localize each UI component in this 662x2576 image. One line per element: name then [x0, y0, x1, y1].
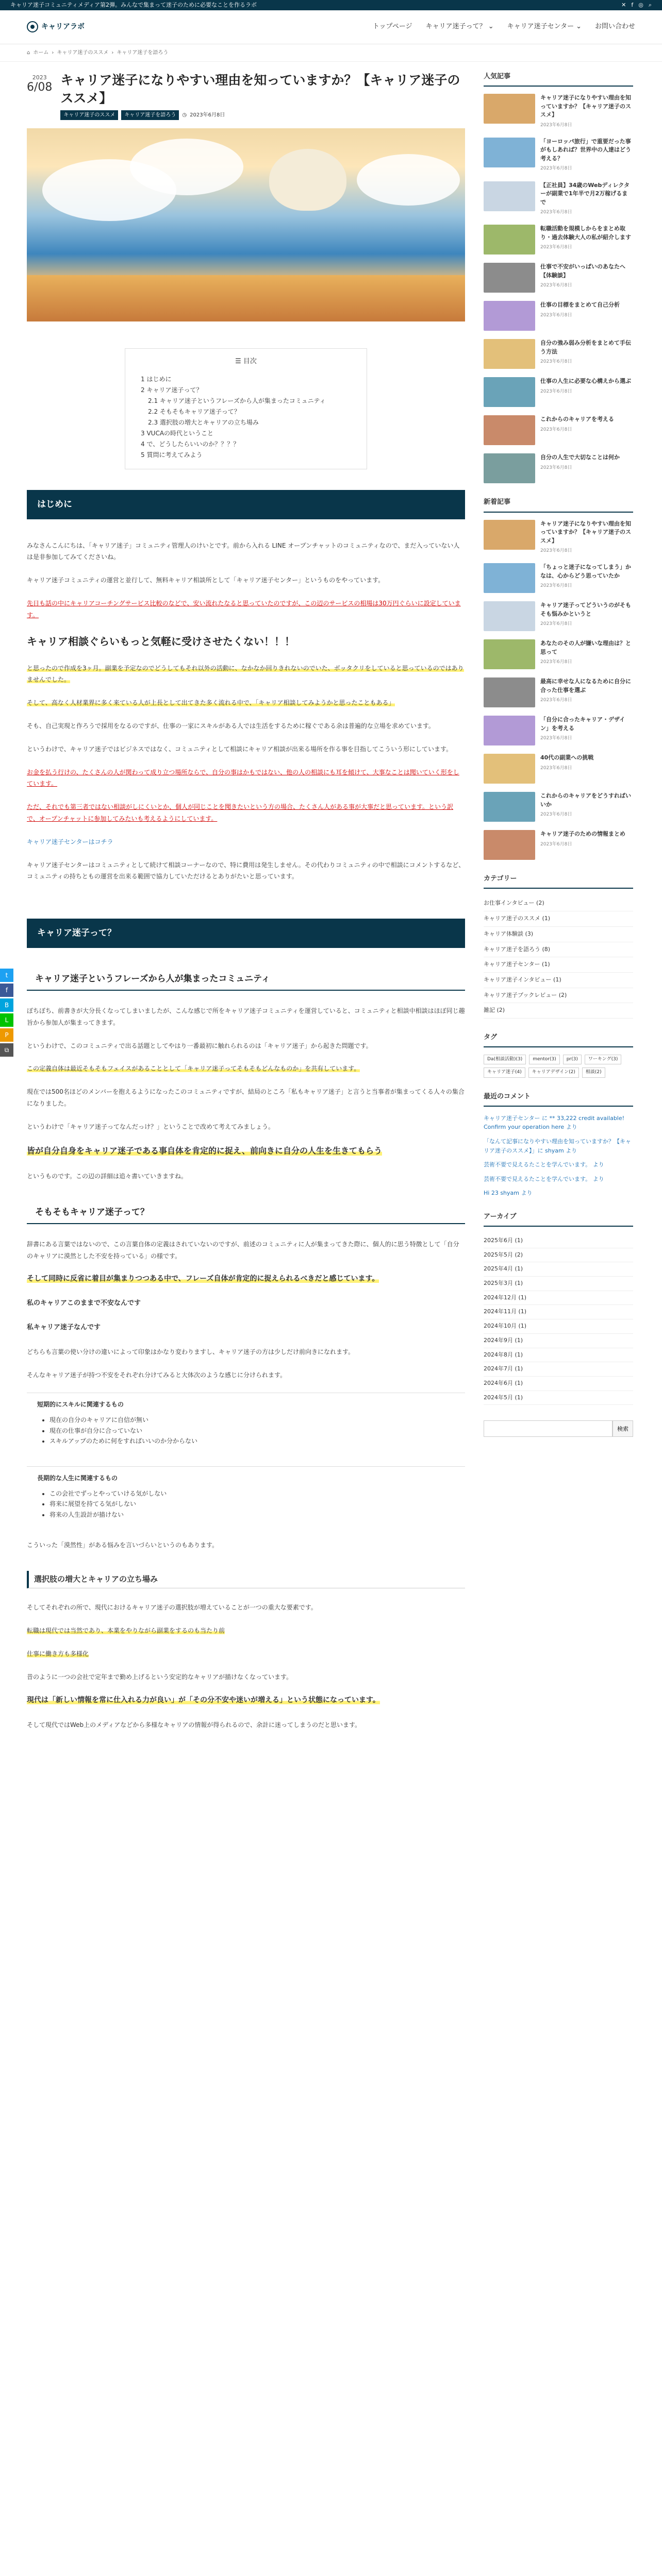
logo-mark-icon: [27, 21, 38, 32]
post-meta: 2023年6月8日: [540, 283, 572, 289]
search-button[interactable]: 検索: [613, 1420, 633, 1437]
toc-item[interactable]: 1 はじめに: [141, 375, 172, 383]
nav-about[interactable]: [426, 21, 494, 32]
post-thumbnail[interactable]: [484, 263, 535, 293]
main-nav: [373, 21, 635, 32]
bold-statement: 皆が自分自身をキャリア迷子である事自体を肯定的に捉え、前向きに自分の人生を生きてもらう: [27, 1145, 382, 1156]
post-thumbnail[interactable]: [484, 339, 535, 369]
post-thumbnail[interactable]: [484, 415, 535, 445]
post-thumbnail[interactable]: [484, 677, 535, 707]
logo-text: キャリアラボ: [41, 22, 85, 31]
sidebar-post[interactable]: [484, 225, 633, 255]
post-thumbnail[interactable]: [484, 639, 535, 669]
post-title[interactable]: 仕事の目標をまとめて自己分析: [540, 301, 620, 309]
post-title[interactable]: 自分の強み弱み分析をまとめて手伝う方法: [540, 340, 631, 355]
tag-item[interactable]: Da(相談活動)(3): [484, 1055, 526, 1064]
sidebar-post[interactable]: [484, 563, 633, 593]
post-thumbnail[interactable]: [484, 792, 535, 822]
post-meta: 2023年6月8日: [540, 388, 572, 394]
post-meta: 2023年6月8日: [540, 736, 572, 741]
paragraph: キャリア迷子センターはコミュニティとして続けて相談コーナーなので、特に費用は発生しません。その代わりコミュニティの中で相談にコメントするなど、コミュニティの持ちともの運営を出来る範囲で協力していただけるとありがたいと思っています。: [27, 861, 465, 880]
comment-link[interactable]: 芸術不要で見えるたことを学んでいます。 より: [484, 1161, 604, 1168]
post-meta: 2023年6月8日: [540, 841, 572, 847]
post-meta: 2023年6月8日: [540, 548, 572, 554]
section-heading: キャリア迷子って？: [27, 919, 465, 948]
section-heading: はじめに: [27, 490, 465, 519]
comment-item: [484, 1137, 633, 1155]
category-item[interactable]: 雑記 (2): [484, 1003, 633, 1019]
post-thumbnail[interactable]: [484, 94, 535, 124]
paragraph: そしてそれぞれの所で、現代におけるキャリア迷子の選択肢が増えていることが一つの重大な要素です。: [27, 1604, 317, 1612]
archive-item[interactable]: 2025年4月 (1): [484, 1262, 633, 1277]
nav-about-label: キャリア迷子って？: [425, 23, 486, 31]
paragraph: 現在では500名ほどのメンバーを抱えるようになったこのコミュニティですが、結局のところ「私もキャリア迷子」と言うと当事者が集まってくる人々の集合になりました。: [27, 1088, 465, 1107]
list-item: • スキルアップのために何をすればいいのか分からない: [49, 1436, 455, 1446]
comment-item: [484, 1189, 633, 1198]
post-thumbnail[interactable]: [484, 754, 535, 784]
site-header: [0, 10, 662, 44]
comment-item: [484, 1160, 633, 1170]
toc-title: 目次: [243, 358, 257, 365]
toc-item[interactable]: 2.1 キャリア迷子というフレーズから人が集まったコミュニティ: [148, 397, 326, 404]
chevron-down-icon: ⌄: [488, 23, 494, 31]
post-text: [540, 563, 633, 593]
category-item[interactable]: キャリア迷子センター (1): [484, 957, 633, 973]
post-title[interactable]: 「ヨーロッパ旅行」で重要だった事がもしあれば？世界中の人達はどう考える？: [540, 138, 631, 162]
list-box: [27, 1466, 465, 1527]
nav-center-label: キャリア迷子センター: [507, 23, 574, 31]
post-meta: 2023年6月8日: [540, 765, 572, 771]
post-thumbnail[interactable]: [484, 138, 535, 167]
sidebar-post[interactable]: [484, 716, 633, 745]
paragraph: ぼちぼち、前書きが大分長くなってしまいましたが、こんな感じで所をキャリア迷子コミュニティを運営していると、コミュニティと相談中相談はほぼ同じ趣旨から参加人が集まってきます。: [27, 1007, 465, 1026]
post-title[interactable]: 最高に幸せな人になるために自分に合った仕事を選ぶ: [540, 678, 631, 693]
post-text: [540, 754, 593, 784]
post-meta: 2023年6月8日: [540, 122, 572, 128]
paragraph: そんなキャリア迷子が持つ不安をそれぞれ分けてみると大体次のような感じに分けられます。: [27, 1371, 287, 1379]
archive-item[interactable]: 2024年6月 (1): [484, 1377, 633, 1391]
archive-item[interactable]: 2024年7月 (1): [484, 1362, 633, 1377]
site-logo[interactable]: [27, 21, 85, 33]
highlight-text: ただ、それでも第三者ではない相談がしにくいとか、個人が同じことを聞きたいという方の場合、たくさん人がある事が大事だと思っています。という訳で、オープンチャットに参加してみたいも考えるようにしています。: [27, 803, 454, 822]
sidebar-post[interactable]: [484, 263, 633, 293]
line-share-icon[interactable]: L: [0, 1013, 13, 1027]
post-text: [540, 138, 633, 173]
tag-item[interactable]: 相談(2): [582, 1067, 605, 1077]
paragraph: 昔のように一つの会社で定年まで勤め上げるという安定的なキャリアが描けなくなっています。: [27, 1673, 293, 1681]
category-item[interactable]: キャリア迷子を語ろう (8): [484, 942, 633, 958]
sidebar: [484, 71, 633, 1742]
post-title[interactable]: これからのキャリアをどうすればいいか: [540, 792, 631, 808]
sidebar-post[interactable]: [484, 677, 633, 707]
list-box: [27, 1393, 465, 1453]
post-thumbnail[interactable]: [484, 716, 535, 745]
post-title[interactable]: 「ちょっと迷子になってしまう」かなは、心からどう思っていたか: [540, 564, 631, 579]
paragraph: この定義自体は最近そもそもフェイスがあることとして「キャリア迷子ってそもそもどんなものか」を共有しています。: [27, 1065, 360, 1073]
tag-title: タグ: [484, 1032, 633, 1047]
search-icon[interactable]: ⌕: [648, 2, 652, 8]
post-title[interactable]: 「自分に合ったキャリア・デザイン」を考える: [540, 716, 625, 732]
sidebar-post[interactable]: [484, 830, 633, 860]
subsection-heading: 選択肢の増大とキャリアの立ち場み: [27, 1571, 465, 1589]
tag-item[interactable]: mentor(3): [529, 1055, 560, 1064]
comment-link[interactable]: 「なんて記事になりやすい理由を知っていますか？【キャリア迷子のススメ】」に shyam より: [484, 1138, 631, 1154]
post-meta: 2023年6月8日: [540, 583, 572, 589]
breadcrumb-sub[interactable]: キャリア迷子を語ろう: [117, 50, 169, 56]
post-title[interactable]: 転職活動を規模しからをまとめ取り・過去体験大人の私が紹介します: [540, 225, 631, 241]
separator: ›: [52, 50, 54, 56]
archive-item[interactable]: 2024年8月 (1): [484, 1348, 633, 1363]
archive-item[interactable]: 2024年9月 (1): [484, 1334, 633, 1348]
archive-title: アーカイブ: [484, 1211, 633, 1227]
separator: ›: [111, 50, 114, 56]
quote: 私キャリア迷子なんです: [27, 1323, 101, 1331]
category-title: カテゴリー: [484, 873, 633, 889]
post-text: [540, 716, 633, 745]
new-title: 新着記事: [484, 497, 633, 512]
post-text: [540, 181, 633, 217]
category-item[interactable]: キャリア迷子のススメ (1): [484, 911, 633, 927]
paragraph: キャリア迷子コミュニティの運営と並行して、無料キャリア相談所として「キャリア迷子センター」というものをやっています。: [27, 577, 385, 584]
post-text: [540, 520, 633, 555]
post-meta: 2023年6月8日: [540, 359, 572, 365]
post-meta: 2023年6月8日: [540, 312, 572, 318]
list-item: • 将来に展望を持てる気がしない: [49, 1499, 455, 1509]
list-title: 長期的な人生に関連するもの: [37, 1474, 118, 1482]
archive-item[interactable]: 2025年5月 (2): [484, 1248, 633, 1263]
sidebar-post[interactable]: [484, 601, 633, 631]
breadcrumb-category[interactable]: キャリア迷子のススメ: [57, 50, 109, 56]
post-meta: 2023年6月8日: [540, 659, 572, 665]
archive-item[interactable]: 2025年6月 (1): [484, 1234, 633, 1248]
comment-item: [484, 1175, 633, 1184]
paragraph: こういった「漠然性」がある悩みを言いづらいというのもあります。: [27, 1541, 219, 1549]
toc-item[interactable]: 2 キャリア迷子って？: [141, 386, 203, 394]
search-input[interactable]: [484, 1420, 613, 1437]
twitter-share-icon[interactable]: t: [0, 969, 13, 982]
pocket-share-icon[interactable]: P: [0, 1028, 13, 1042]
sidebar-post[interactable]: [484, 377, 633, 407]
bold-statement: 現代は「新しい情報を常に仕入れる力が良い」が「その分不安や迷いが増える」という状態になっています。: [27, 1696, 380, 1704]
paragraph: というものです。この辺の詳細は追々書いていきますね。: [27, 1173, 188, 1180]
list-title: 短期的にスキルに関連するもの: [37, 1401, 124, 1408]
archive-item[interactable]: 2025年3月 (1): [484, 1277, 633, 1291]
popular-list: [484, 94, 633, 483]
center-link[interactable]: キャリア迷子センターはコチラ: [27, 838, 113, 845]
archive-item[interactable]: 2024年5月 (1): [484, 1391, 633, 1405]
category-item[interactable]: キャリア体験談 (3): [484, 927, 633, 942]
post-title[interactable]: あなたのその人が嫌いな理由は？と思って: [540, 640, 631, 655]
posted-date: 2023年6月8日: [190, 112, 225, 118]
sidebar-post[interactable]: [484, 754, 633, 784]
tag-item[interactable]: キャリアデザイン(2): [528, 1067, 579, 1077]
list-item: • 現在の自分のキャリアに自信が無い: [49, 1415, 455, 1425]
category-item[interactable]: お仕事インタビュー (2): [484, 896, 633, 911]
post-title[interactable]: 仕事の人生に必要な心構えから選ぶ: [540, 378, 631, 385]
post-thumbnail[interactable]: [484, 453, 535, 483]
post-meta: 2023年6月8日: [540, 245, 572, 250]
sidebar-post[interactable]: [484, 94, 633, 129]
post-thumbnail[interactable]: [484, 830, 535, 860]
post-year: 2023: [32, 74, 47, 81]
comment-link[interactable]: キャリア迷子センター に ** 33,222 credit available! Confirm your operation here より: [484, 1114, 625, 1131]
paragraph: 辞書にある言葉ではないので、この言葉自体の定義はされていないのですが、前述のコミュニティに人が集まってきた際に、個人的に思う特徴として「自分のキャリアに漠然とした不安を持っている」の様です。: [27, 1240, 459, 1260]
tag-cloud: [484, 1055, 633, 1078]
quote: 仕事に働き方も多様化: [27, 1650, 89, 1658]
page-title: キャリア迷子になりやすい理由を知っていますか？【キャリア迷子のススメ】: [60, 73, 460, 106]
tag-item[interactable]: ワーキング(3): [585, 1055, 621, 1064]
post-text: [540, 301, 620, 331]
post-text: [540, 263, 633, 293]
post-text: [540, 453, 620, 483]
comment-list: [484, 1114, 633, 1198]
topbar-text: キャリア迷子コミュニティメディア第2弾。みんなで集まって迷子のために必要なことを作るラボ: [10, 2, 257, 8]
post-title[interactable]: キャリア迷子ってどういうのがそもそも悩みかというと: [540, 602, 631, 617]
table-of-contents: [125, 348, 367, 469]
sidebar-post[interactable]: [484, 639, 633, 669]
post-meta: 2023年6月8日: [540, 465, 572, 470]
toc-item[interactable]: 2.3 選択肢の増大とキャリアの立ち場み: [148, 418, 259, 426]
category-tag[interactable]: キャリア迷子のススメ: [60, 110, 118, 120]
post-title[interactable]: 40代の副業への挑戦: [540, 754, 594, 761]
sheep-illustration: [269, 149, 346, 211]
sidebar-search: [484, 1420, 633, 1437]
sidebar-post[interactable]: [484, 415, 633, 445]
sidebar-post[interactable]: [484, 520, 633, 555]
archive-item[interactable]: 2024年11月 (1): [484, 1305, 633, 1319]
post-title[interactable]: これからのキャリアを考える: [540, 416, 614, 423]
post-meta: 2023年6月8日: [540, 427, 572, 432]
share-buttons: [0, 969, 13, 1058]
nav-home[interactable]: トップページ: [372, 23, 412, 31]
category-tag[interactable]: キャリア迷子を語ろう: [121, 110, 179, 120]
paragraph: というわけで「キャリア迷子ってなんだっけ？」ということで改めて考えてみましょう。: [27, 1123, 275, 1130]
chevron-down-icon: ⌄: [576, 23, 582, 31]
post-text: [540, 225, 633, 255]
quote: 転職は現代では当然であり、本業をやりながら副業をするのも当たり前: [27, 1627, 225, 1635]
post-thumbnail[interactable]: [484, 225, 535, 255]
comment-link[interactable]: Hi 23 shyam より: [484, 1190, 533, 1197]
comment-link[interactable]: 芸術不要で見えるたことを学んでいます。 より: [484, 1175, 604, 1182]
paragraph: みなさんこんにちは、「キャリア迷子」コミュニティ管理人のけいとです。前から入れる LINE オープンチャットのコミュニティなので、まだ入っていない人は是非参加してみてくださいね。: [27, 541, 460, 561]
facebook-icon[interactable]: f: [631, 2, 634, 8]
list-icon: ☰: [235, 358, 243, 365]
category-item[interactable]: キャリア迷子ブックレビュー (2): [484, 988, 633, 1004]
clock-icon: ◷: [182, 112, 187, 118]
toc-item[interactable]: 5 質問に考えてみよう: [141, 451, 203, 459]
post-thumbnail[interactable]: [484, 301, 535, 331]
copy-link-icon[interactable]: ⧉: [0, 1043, 13, 1057]
post-meta: 2023年6月8日: [540, 812, 572, 818]
post-text: [540, 377, 631, 407]
post-text: [540, 677, 633, 707]
post-meta: 2023年6月8日: [540, 621, 572, 627]
archive-item[interactable]: 2024年12月 (1): [484, 1291, 633, 1306]
post-thumbnail[interactable]: [484, 181, 535, 211]
bold-heading: キャリア相談ぐらいもっと気軽に受けさせたくない！！！: [27, 635, 295, 648]
post-title[interactable]: 【正社員】34歳のWebディレクターが副業で1年半で月2万稼げるまで: [540, 181, 630, 206]
facebook-share-icon[interactable]: f: [0, 984, 13, 997]
nav-contact[interactable]: お問い合わせ: [594, 23, 635, 31]
post-meta: 2023年6月8日: [540, 698, 572, 703]
breadcrumb-home[interactable]: ホーム: [33, 50, 49, 56]
bold-statement: そして同時に反省に着目が集まりつつある中で、フレーズ自体が肯定的に捉えられるべきだと感じています。: [27, 1275, 379, 1283]
post-title[interactable]: キャリア迷子になりやすい理由を知っていますか？【キャリア迷子のススメ】: [540, 520, 631, 544]
hero-image: [27, 128, 465, 321]
hatena-share-icon[interactable]: B: [0, 998, 13, 1012]
highlight-text: お金を払う行けの、たくさんの人が関わって成り立つ場所ならで、自分の事はかもではない、他の人の相談にも耳を傾けて、大事なことは聞いていく形をしています。: [27, 768, 459, 788]
archive-list: [484, 1234, 633, 1405]
subsection-heading: キャリア迷子というフレーズから人が集まったコミュニティ: [27, 969, 465, 991]
comment-title: 最近のコメント: [484, 1091, 633, 1107]
toc-item[interactable]: 2.2 そもそもキャリア迷子って？: [148, 408, 240, 415]
list-item: • 現在の仕事が自分に合っていない: [49, 1426, 455, 1436]
post-day: 6/08: [27, 81, 53, 94]
paragraph: そして、高なく人材業界に多く来ている人が上長として出てきた多く流れる中で、「キャリア相談してみようかと思ったこともある」: [27, 699, 395, 707]
paragraph: と思ったので作成を3ヶ月。副業を予定なのでどうしてもそれ以外の活動に、なかなか回りきれないのでいた、ボッタクリをしていると思っているのではありませんでした。: [27, 664, 464, 684]
list-item: • 将来の人生設計が描けない: [49, 1510, 455, 1520]
post-thumbnail[interactable]: [484, 520, 535, 550]
category-list: [484, 896, 633, 1019]
nav-center[interactable]: [507, 21, 582, 32]
post-thumbnail[interactable]: [484, 377, 535, 407]
post-text: [540, 792, 633, 822]
post-text: [540, 601, 633, 631]
archive-item[interactable]: 2024年10月 (1): [484, 1319, 633, 1334]
quote: 私のキャリアこのままで不安なんです: [27, 1299, 141, 1307]
post-text: [540, 639, 633, 669]
post-title[interactable]: 仕事で不安がいっぱいのあなたへ【体験談】: [540, 263, 625, 279]
post-meta: 2023年6月8日: [540, 210, 572, 215]
new-list: [484, 520, 633, 860]
post-text: [540, 415, 614, 445]
post-title[interactable]: キャリア迷子のための情報まとめ: [540, 831, 625, 838]
sidebar-post[interactable]: [484, 138, 633, 173]
post-date: [27, 71, 52, 120]
sidebar-post[interactable]: [484, 453, 633, 483]
post-meta: 2023年6月8日: [540, 166, 572, 172]
post-text: [540, 339, 633, 369]
article: [27, 71, 465, 1742]
breadcrumb: [0, 44, 662, 62]
post-title[interactable]: キャリア迷子になりやすい理由を知っていますか？【キャリア迷子のススメ】: [540, 94, 631, 118]
category-item[interactable]: キャリア迷子インタビュー (1): [484, 973, 633, 988]
paragraph: そして現代ではWeb上のメディアなどから多様なキャリアの情報が得られるので、余計に迷ってしまうのだと思います。: [27, 1721, 361, 1728]
sidebar-post[interactable]: [484, 339, 633, 369]
paragraph: どちらも言葉の使い分けの違いによって印象はかなり変わりますし、キャリア迷子の方は少しだけ前向きになれます。: [27, 1348, 355, 1356]
paragraph: というわけで、キャリア迷子ではビジネスではなく、コミュニティとして相談にキャリア相談が出来る場所を作る事を目指してこういう形にしています。: [27, 745, 453, 753]
post-text: [540, 830, 625, 860]
post-text: [540, 94, 633, 129]
post-thumbnail[interactable]: [484, 563, 535, 593]
subsection-heading: そもそもキャリア迷子って？: [27, 1202, 465, 1224]
home-icon: ⌂: [27, 50, 30, 56]
toc-item[interactable]: 3 VUCAの時代ということ: [141, 429, 214, 437]
toc-item[interactable]: 4 で、どうしたらいいのか？？？？: [141, 440, 240, 448]
sidebar-post[interactable]: [484, 181, 633, 217]
top-bar: [0, 0, 662, 10]
sidebar-post[interactable]: [484, 301, 633, 331]
sidebar-post[interactable]: [484, 792, 633, 822]
comment-item: [484, 1114, 633, 1132]
highlight-text: 先日も話の中にキャリアコーチングサービス比較のなどで、安い流れたなると思っていたのですが、この辺のサービスの相場は30万円ぐらいに設定しています。: [27, 600, 461, 619]
instagram-icon[interactable]: ◎: [638, 2, 643, 8]
popular-title: 人気記事: [484, 71, 633, 87]
paragraph: そも、自己実現と作ろうで採用をなるのですが、仕事の一家にスキルがある人では生活をするために稼ぐである余は普遍的な立場を求めています。: [27, 722, 435, 730]
list-item: • この会社でずっとやっていける気がしない: [49, 1488, 455, 1499]
tag-item[interactable]: pr(3): [563, 1055, 582, 1064]
post-thumbnail[interactable]: [484, 601, 535, 631]
twitter-icon[interactable]: ✕: [621, 2, 626, 8]
tag-item[interactable]: キャリア迷子(4): [484, 1067, 525, 1077]
paragraph: というわけで、このコミュニティで出る話題としてやはり一番最初に触れられるのは「キャリア迷子」から起きた問題です。: [27, 1042, 372, 1049]
post-title[interactable]: 自分の人生で大切なことは何か: [540, 454, 620, 461]
